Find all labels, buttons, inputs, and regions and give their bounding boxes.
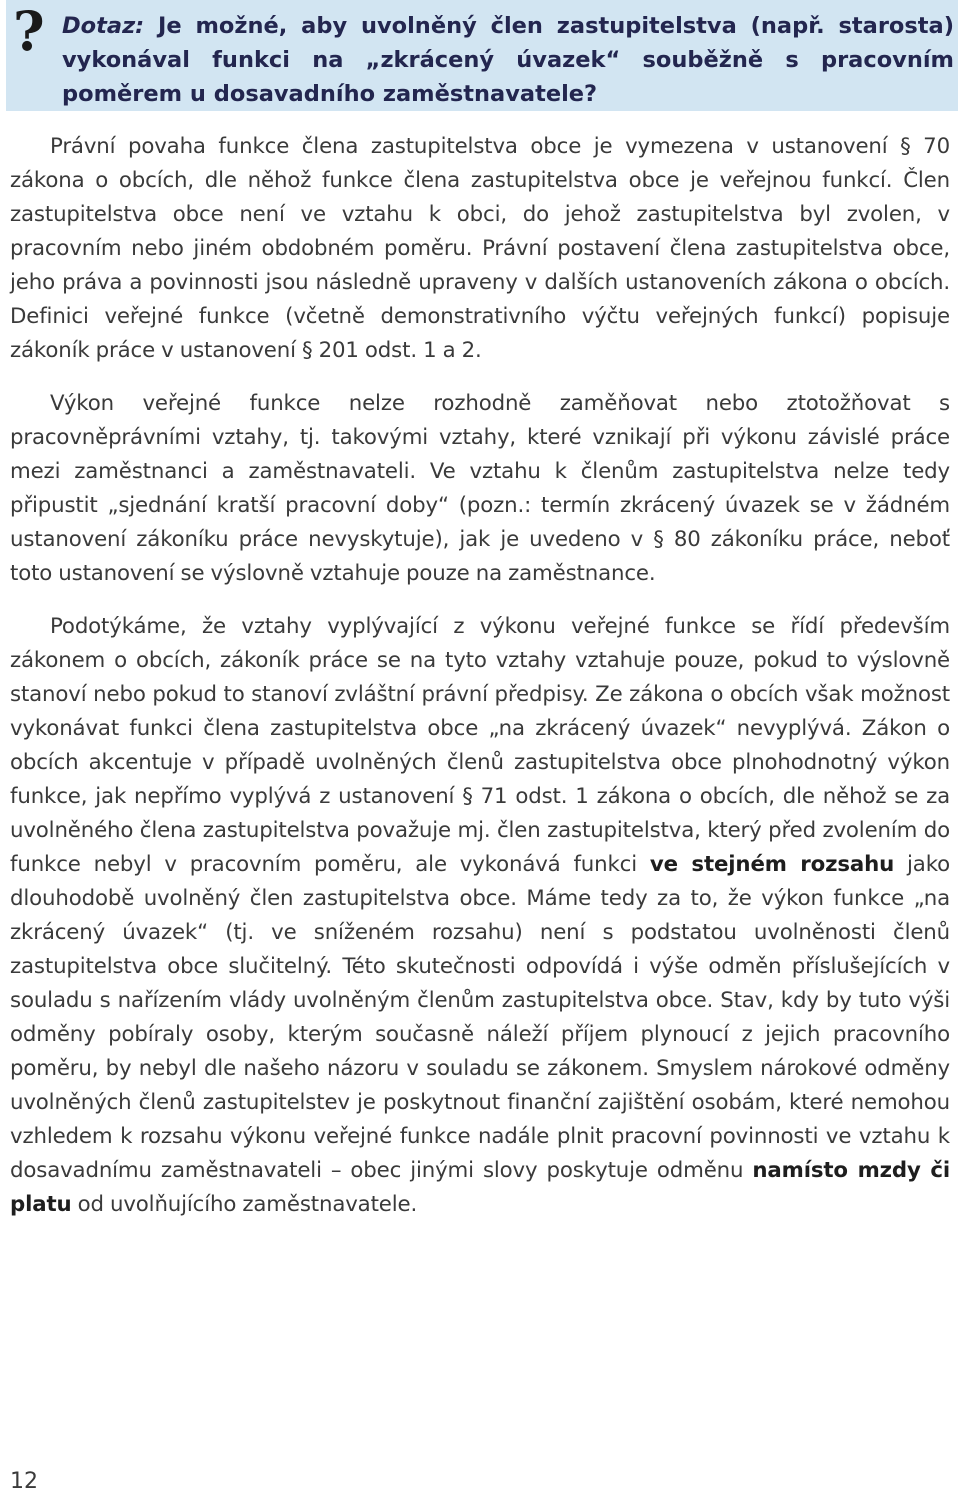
- paragraph-legal-nature: [10, 130, 950, 368]
- question-body: Je možné, aby uvolněný člen zastupitelstva (např. starosta) vykonával funkci na „zkrácený úvazek“ souběžně s pracovním poměrem u dosavadního zaměstnavatele?: [62, 13, 954, 107]
- paragraph-text: jako dlouhodobě uvolněný člen zastupitelstva obce. Máme tedy za to, že výkon funkce „na zkrácený úvazek“ (tj. ve sníženém rozsahu) není s podstatou uvolněnosti členů zastupitelstva obce slučitelný. Této skutečnosti odpovídá i výše odměn příslušejících v souladu s nařízením vlády uvolněným členům zastupitelstva obce. Stav, kdy by tuto výši odměny pobíraly osoby, kterým současně náleží příjem plynoucí z jejich pracovního poměru, by nebyl dle našeho názoru v souladu se zákonem. Smyslem nárokové odměny uvolněných členů zastupitelstev je poskytnout finanční zajištění osobám, které nemohou vzhledem k rozsahu výkonu veřejné funkce nadále plnit pracovní povinnosti ve vztahu k dosavadnímu zaměstnavateli – obec jinými slovy poskytuje odměnu: [10, 852, 950, 1183]
- paragraph-text: od uvolňujícího zaměstnavatele.: [71, 1192, 418, 1217]
- article-body: [10, 130, 950, 1241]
- paragraph-conclusion: [10, 610, 950, 1222]
- paragraph-text: Výkon veřejné funkce nelze rozhodně zaměňovat nebo ztotožňovat s pracovněprávními vztahy, tj. takovými vztahy, které vznikají při výkonu závislé práce mezi zaměstnanci a zaměstnavateli. Ve vztahu k členům zastupitelstva nelze tedy připustit „sjednání kratší pracovní doby“ (pozn.: termín zkrácený úvazek se v žádném ustanovení zákoníku práce nevyskytuje), jak je uvedeno v § 80 zákoníku práce, neboť toto ustanovení se výslovně vztahuje pouze na zaměstnance.: [10, 391, 950, 586]
- emphasis-text: namísto mzdy či platu: [10, 1158, 950, 1217]
- question-label: Dotaz:: [62, 13, 145, 39]
- emphasis-text: ve stejném rozsahu: [649, 852, 895, 877]
- paragraph-public-office: [10, 387, 950, 591]
- paragraph-text: Podotýkáme, že vztahy vyplývající z výkonu veřejné funkce se řídí především zákonem o obcích, zákoník práce se na tyto vztahy vztahuje pouze, pokud to výslovně stanoví nebo pokud to stanoví zvláštní právní předpisy. Ze zákona o obcích však možnost vykonávat funkci člena zastupitelstva obce „na zkrácený úvazek“ nevyplývá. Zákon o obcích akcentuje v případě uvolněných členů zastupitelstva obce plnohodnotný výkon funkce, jak nepřímo vyplývá z ustanovení § 71 odst. 1 zákona o obcích, dle něhož se za uvolněného člena zastupitelstva považuje mj. člen zastupitelstva, který před zvolením do funkce nebyl v pracovním poměru, ale vykonává funkci: [10, 614, 950, 877]
- page-number: 12: [10, 1469, 38, 1494]
- paragraph-text: Právní povaha funkce člena zastupitelstva obce je vymezena v ustanovení § 70 zákona o obcích, dle něhož funkce člena zastupitelstva obce je veřejnou funkcí. Člen zastupitelstva obce není ve vztahu k obci, do jehož zastupitelstva byl zvolen, v pracovním nebo jiném obdobném poměru. Právní postavení člena zastupitelstva obce, jeho práva a povinnosti jsou následně upraveny v dalších ustanoveních zákona o obcích. Definici veřejné funkce (včetně demonstrativního výčtu veřejných funkcí) popisuje zákoník práce v ustanovení § 201 odst. 1 a 2.: [10, 134, 950, 363]
- question-text: [62, 9, 954, 111]
- question-mark-icon: ?: [13, 0, 45, 63]
- question-box: [6, 0, 958, 111]
